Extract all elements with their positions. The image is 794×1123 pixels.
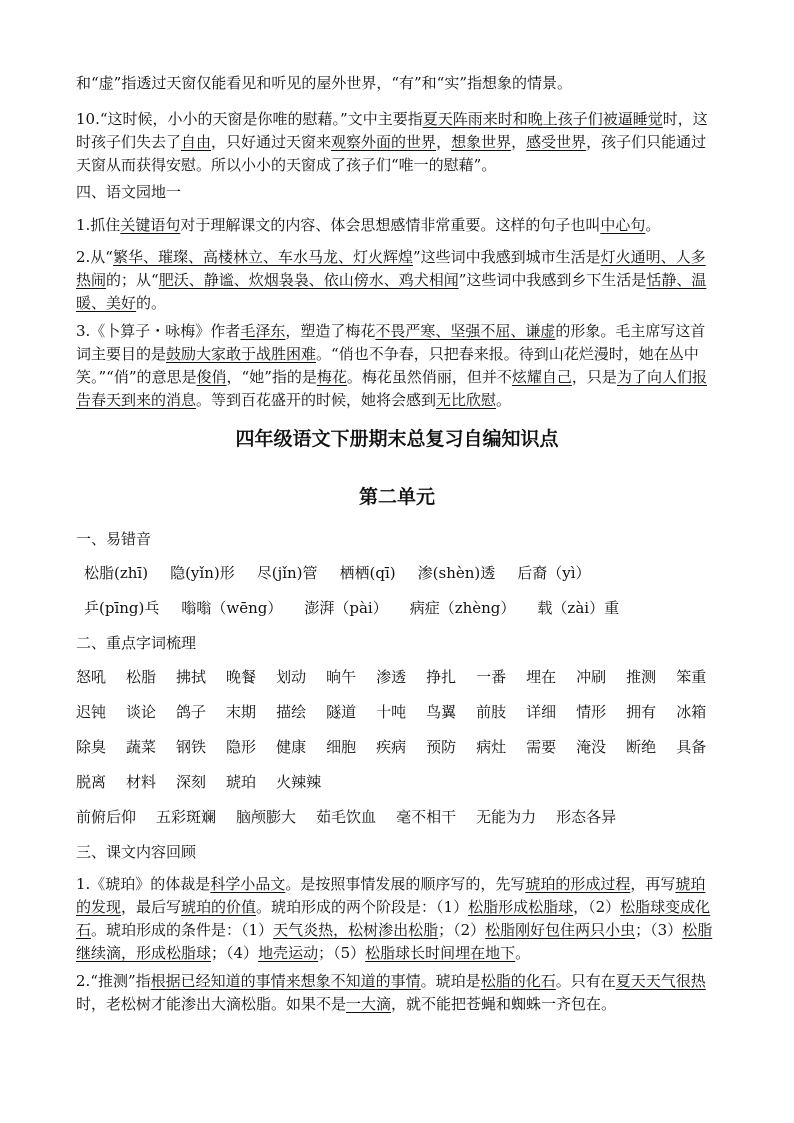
- list-item: 琥珀: [226, 773, 257, 791]
- list-item: 描绘: [276, 703, 307, 721]
- word-row-2: [76, 701, 736, 722]
- list-item: 拥有: [626, 703, 657, 721]
- paragraph-key-sentence: 1.抓住关键语句对于理解课文的内容、体会思想感情非常重要。这样的句子也叫中心句。: [76, 216, 661, 234]
- list-item: 淹没: [576, 738, 607, 756]
- list-item: 埋在: [526, 668, 557, 686]
- list-item: 深刻: [176, 773, 207, 791]
- list-item: 十吨: [376, 703, 407, 721]
- list-item: 松脂(zhī): [84, 564, 149, 582]
- list-item: 预防: [426, 738, 457, 756]
- section-heading-words: 二、重点字词梳理: [76, 634, 197, 652]
- list-item: 茹毛饮血: [316, 808, 377, 826]
- pronunciation-row-2: [84, 597, 744, 618]
- list-item: 五彩斑斓: [156, 808, 217, 826]
- list-item: 鸟翼: [426, 703, 457, 721]
- word-row-4: [76, 771, 736, 792]
- paragraph-xu-shi: 和“虚”指透过天窗仅能看见和听见的屋外世界，“有”和“实”指想象的情景。: [76, 74, 573, 92]
- list-item: 尽(jǐn)管: [256, 564, 318, 582]
- list-item: 火辣辣: [276, 773, 322, 791]
- list-item: 毫不相干: [396, 808, 457, 826]
- list-item: 划动: [276, 668, 307, 686]
- list-item: 后裔（yì）: [517, 564, 591, 582]
- list-item: 除臭: [76, 738, 107, 756]
- list-item: 晌午: [326, 668, 357, 686]
- section-heading-4: 四、语文园地一: [76, 183, 182, 201]
- list-item: 断绝: [626, 738, 657, 756]
- list-item: 一番: [476, 668, 507, 686]
- list-item: 澎湃（pài）: [304, 599, 388, 617]
- list-item: 蔬菜: [126, 738, 157, 756]
- list-item: 末期: [226, 703, 257, 721]
- paragraph-infer: 2.“推测”指根据已经知道的事情来想象不知道的事情。琥珀是松脂的化石。只有在夏天天气很热时，老松树才能渗出大滴松脂。如果不是一大滴，就不能把苍蝇和蜘蛛一齐包在。: [76, 972, 706, 1013]
- list-item: 隐形: [226, 738, 257, 756]
- word-row-3: [76, 736, 736, 757]
- section-heading-pronunciation: 一、易错音: [76, 530, 152, 548]
- idiom-row: [76, 806, 736, 827]
- list-item: 形态各异: [556, 808, 617, 826]
- list-item: 前俯后仰: [76, 808, 137, 826]
- list-item: 载（zài）重: [537, 599, 620, 617]
- list-item: 拂拭: [176, 668, 207, 686]
- paragraph-amber: 1.《琥珀》的体裁是科学小品文。是按照事情发展的顺序写的，先写琥珀的形成过程，再写琥珀的发现，最后写琥珀的价值。琥珀形成的两个阶段是：（1）松脂形成松脂球，（2）松脂球变成化石。琥珀形成的条件是：（1）天气炎热，松树渗出松脂；（2）松脂刚好包住两只小虫；（3）松脂继续滴，形成松脂球；（4）地壳运动；（5）松脂球长时间埋在地下。: [76, 875, 713, 962]
- unit-title: 第二单元: [358, 486, 435, 508]
- list-item: 隧道: [326, 703, 357, 721]
- list-item: 病症（zhèng）: [409, 599, 516, 617]
- list-item: 鸽子: [176, 703, 207, 721]
- list-item: 材料: [126, 773, 157, 791]
- list-item: 迟钝: [76, 703, 107, 721]
- list-item: 具备: [676, 738, 707, 756]
- list-item: 脑颅膨大: [236, 808, 297, 826]
- list-item: 隐(yǐn)形: [170, 564, 235, 582]
- list-item: 无能为力: [476, 808, 537, 826]
- list-item: 病灶: [476, 738, 507, 756]
- list-item: 嗡嗡（wēng）: [181, 599, 283, 617]
- paragraph-item-10: 10.“这时候，小小的天窗是你唯的慰藉。”文中主要指夏天阵雨来时和晚上孩子们被逼睡觉时，这时孩子们失去了自由，只好通过天窗来观察外面的世界，想象世界，感受世界，孩子们只能通过天窗从而获得安慰。所以小小的天窗成了孩子们“唯一的慰藉”。: [76, 110, 708, 174]
- list-item: 详细: [526, 703, 557, 721]
- page-title: 四年级语文下册期末总复习自编知识点: [235, 428, 559, 450]
- list-item: 栖栖(qī): [339, 564, 396, 582]
- list-item: 松脂: [126, 668, 157, 686]
- paragraph-city-country: 2.从“繁华、璀璨、高楼林立、车水马龙、灯火辉煌”这些词中我感到城市生活是灯火通明、人多热闹的；从“肥沃、静谧、炊烟袅袅、依山傍水、鸡犬相闻”这些词中我感到乡下生活是恬静、温暖、美好的。: [76, 248, 707, 312]
- list-item: 脱离: [76, 773, 107, 791]
- list-item: 前肢: [476, 703, 507, 721]
- word-row-1: [76, 666, 736, 687]
- list-item: 乒(pīng)乓: [84, 599, 160, 617]
- list-item: 疾病: [376, 738, 407, 756]
- list-item: 冲刷: [576, 668, 607, 686]
- list-item: 怒吼: [76, 668, 107, 686]
- list-item: 钢铁: [176, 738, 207, 756]
- list-item: 笨重: [676, 668, 707, 686]
- list-item: 渗透: [376, 668, 407, 686]
- list-item: 细胞: [326, 738, 357, 756]
- list-item: 推测: [626, 668, 657, 686]
- list-item: 健康: [276, 738, 307, 756]
- list-item: 冰箱: [676, 703, 707, 721]
- list-item: 情形: [576, 703, 607, 721]
- list-item: 挣扎: [426, 668, 457, 686]
- pronunciation-row-1: [84, 562, 744, 583]
- list-item: 晚餐: [226, 668, 257, 686]
- section-heading-review: 三、课文内容回顾: [76, 843, 197, 861]
- list-item: 需要: [526, 738, 557, 756]
- list-item: 谈论: [126, 703, 157, 721]
- paragraph-plum-poem: 3.《卜算子・咏梅》作者毛泽东，塑造了梅花不畏严寒、坚强不屈、谦虚的形象。毛主席写这首词主要目的是鼓励大家敢于战胜困难。“俏也不争春，只把春来报。待到山花烂漫时，她在丛中笑。”“俏”的意思是俊俏，“她”指的是梅花。梅花虽然俏丽，但并不炫耀自己，只是为了向人们报告春天到来的消息。等到百花盛开的时候，她将会感到无比欣慰。: [76, 322, 707, 409]
- list-item: 渗(shèn)透: [417, 564, 496, 582]
